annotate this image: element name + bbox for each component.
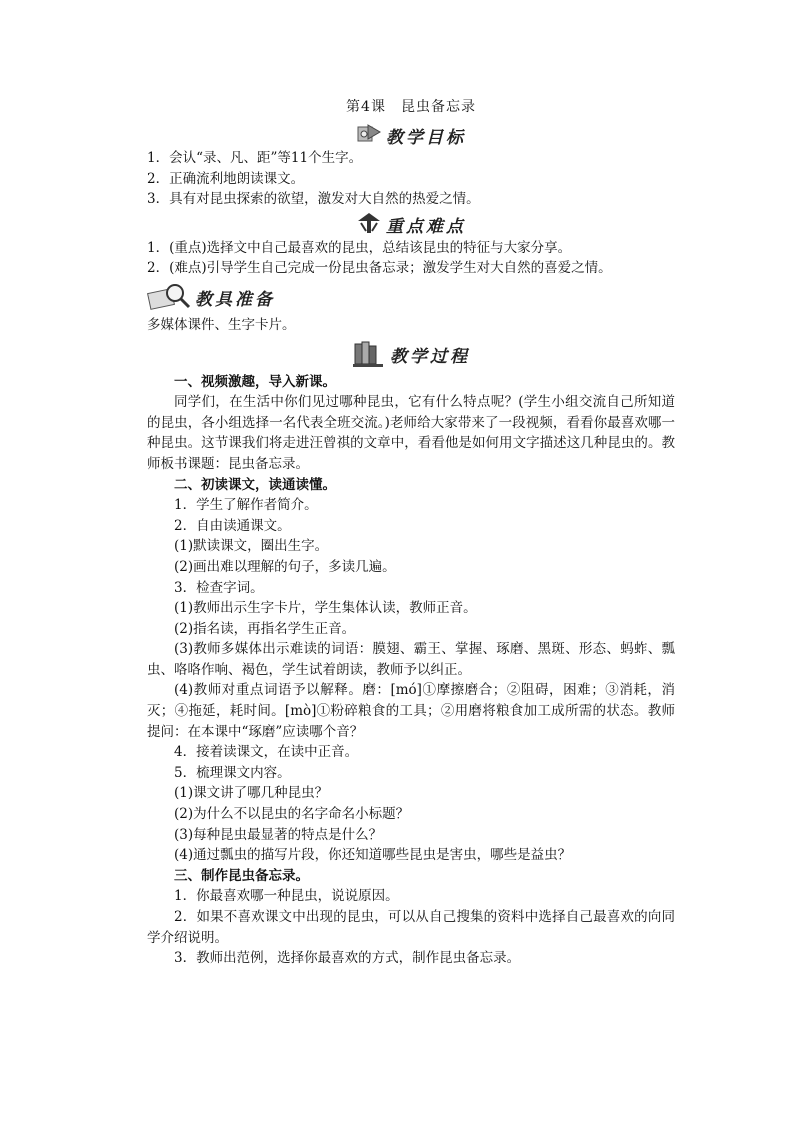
process-line: (4)通过瓢虫的描写片段，你还知道哪些昆虫是害虫，哪些是益虫？: [174, 847, 572, 864]
section-label-key-points: 重点难点: [386, 217, 466, 238]
process-line: 1．学生了解作者简介。: [174, 497, 318, 514]
lesson-title: 第4课 昆虫备忘录: [346, 99, 476, 115]
section-header-goals: [147, 122, 675, 148]
pencil-shapes-icon: [356, 122, 382, 148]
process-line: (1)默读课文，圈出生字。: [174, 538, 329, 555]
goal-item-1: 1．会认“录、凡、距”等11个生字。: [147, 150, 363, 166]
process-line: (1)教师出示生字卡片，学生集体认读，教师正音。: [174, 600, 477, 617]
section-header-process: [147, 338, 675, 372]
section-label-materials: 教具准备: [195, 290, 275, 311]
process-paragraph: 2．如果不喜欢课文中出现的昆虫，可以从自己搜集的资料中选择自己最喜欢的向同学介绍说明。: [147, 909, 675, 946]
process-line: 5．梳理课文内容。: [174, 764, 291, 781]
books-stack-icon: [352, 338, 386, 372]
bamboo-hat-icon: [356, 211, 382, 239]
lesson-content: [147, 94, 675, 969]
process-line: 2．自由读通课文。: [174, 517, 291, 534]
key-point-item-2: 2．(难点)引导学生自己完成一份昆虫备忘录；激发学生对大自然的喜爱之情。: [147, 260, 612, 277]
process-line: 3．教师出范例，选择你最喜欢的方式，制作昆虫备忘录。: [174, 950, 521, 967]
process-line: (2)为什么不以昆虫的名字命名小标题？: [174, 806, 410, 823]
process-line: 3．检查字词。: [174, 579, 264, 596]
process-line: (1)课文讲了哪几种昆虫？: [174, 785, 329, 802]
process-line: (2)指名读，再指名学生正音。: [174, 620, 356, 637]
key-point-item-1: 1．(重点)选择文中自己最喜欢的昆虫，总结该昆虫的特征与大家分享。: [147, 239, 572, 256]
goal-item-3: 3．具有对昆虫探索的欲望，激发对大自然的热爱之情。: [147, 191, 480, 208]
section-label-process: 教学过程: [390, 347, 470, 368]
process-part1-title: 一、视频激趣，导入新课。: [174, 373, 336, 390]
section-header-key-points: [147, 212, 675, 238]
process-paragraph: (4)教师对重点词语予以解释。磨：[mó]①摩擦磨合；②阻碍，困难；③消耗，消灭；④拖延，耗时间。[mò]①粉碎粮食的工具；②用磨将粮食加工成所需的状态。教师提问：在本课中“琢磨”应读哪个音？: [147, 682, 675, 740]
process-line: (3)每种昆虫最显著的特点是什么？: [174, 826, 383, 843]
magnifier-icon: [147, 281, 191, 315]
section-header-materials: [147, 281, 675, 315]
process-part1-text: 同学们，在生活中你们见过哪种昆虫，它有什么特点呢？(学生小组交流自己所知道的昆虫，各小组选择一名代表全班交流。)老师给大家带来了一段视频，看看你最喜欢哪一种昆虫。这节课我们将走进汪曾祺的文章中，看看他是如何用文字描述这几种昆虫的。教师板书课题：昆虫备忘录。: [147, 394, 675, 472]
goal-item-2: 2．正确流利地朗读课文。: [147, 170, 305, 187]
process-line: 1．你最喜欢哪一种昆虫，说说原因。: [174, 888, 399, 905]
process-line: 4．接着读课文，在读中正音。: [174, 744, 359, 761]
materials-text: 多媒体课件、生字卡片。: [147, 316, 296, 333]
process-part2-title: 二、初读课文，读通读懂。: [174, 476, 336, 493]
section-label-goals: 教学目标: [386, 127, 466, 148]
process-line: (2)画出难以理解的句子，多读几遍。: [174, 558, 396, 575]
process-part3-title: 三、制作昆虫备忘录。: [174, 867, 309, 884]
process-paragraph: (3)教师多媒体出示难读的词语：膜翅、霸王、掌握、琢磨、黑斑、形态、蚂蚱、瓢虫、咯咯作响、褐色，学生试着朗读，教师予以纠正。: [147, 641, 675, 678]
